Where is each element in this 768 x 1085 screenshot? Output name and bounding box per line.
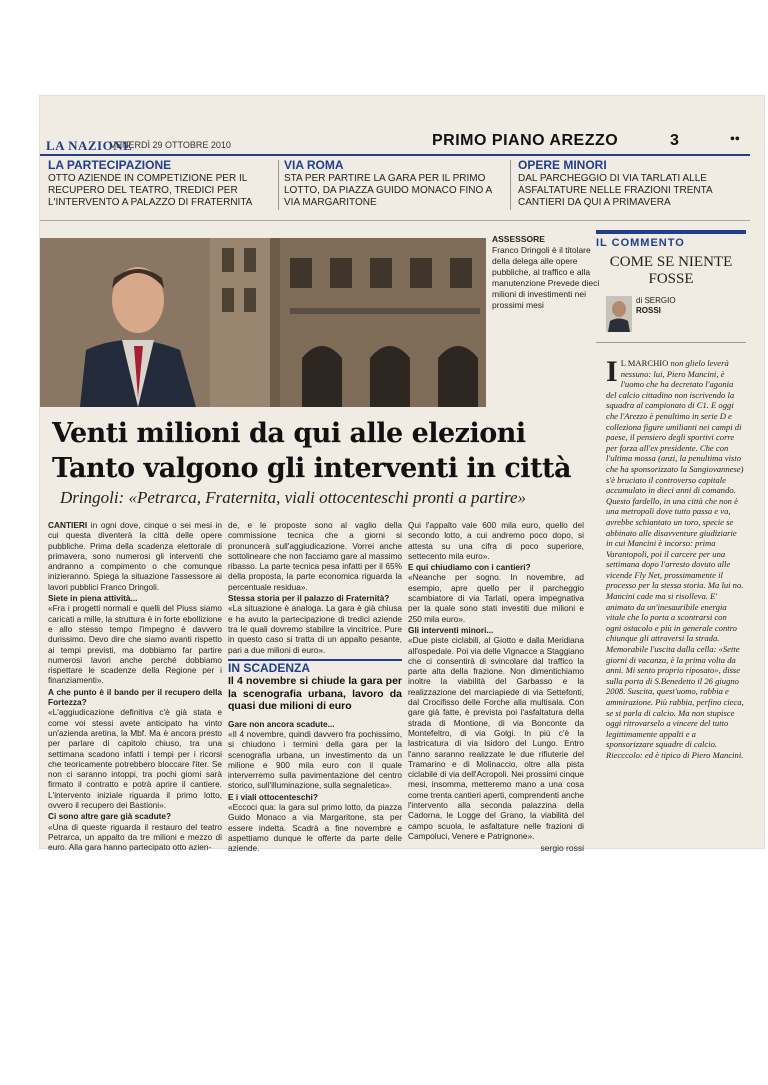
headline <box>52 416 571 486</box>
photo-illustration <box>40 238 486 407</box>
teaser-title: OPERE MINORI <box>518 158 607 172</box>
answer: «Eccoci qua: la gara sul primo lotto, da piazza Guido Monaco a via Margaritone, sta per essere indetta. Scadrà a fine novembre e aspettiamo dunque le offerte da parte delle aziende. <box>228 802 402 854</box>
byline-author: ROSSI <box>636 306 661 315</box>
teaser-title: VIA ROMA <box>284 158 344 172</box>
teaser-text: OTTO AZIENDE IN COMPETIZIONE PER IL RECUPERO DEL TEATRO, TREDICI PER L'INTERVENTO A PALAZZO DI FRATERNITA <box>48 173 253 208</box>
teaser-title: LA PARTECIPAZIONE <box>48 158 172 172</box>
answer: Qui l'appalto vale 600 mila euro, quello del secondo lotto, a cui andremo poco dopo, si attesta su una cifra di poco superiore, settecento mila euro». <box>408 520 584 561</box>
question: E qui chiudiamo con i cantieri? <box>408 562 531 573</box>
teaser-text: DAL PARCHEGGIO DI VIA TARLATI ALLE ASFALTATURE NELLE FRAZIONI TRENTA CANTIERI DA QUI A PRIMAVERA <box>518 173 713 208</box>
lead-text: in ogni dove, cinque o sei mesi in cui questa diventerà la città delle opere pubbliche. Prima della scadenza elettorale di primavera, sono numerosi gli interventi che andranno a compimento o che comunque inizieranno. Spiega la situazione l'assessore ai lavori pubblici Franco Dringoli. <box>48 520 222 592</box>
question: Ci sono altre gare già scadute? <box>48 811 172 822</box>
commentary-byline <box>636 296 676 316</box>
question: Stessa storia per il palazzo di Fraternità? <box>228 593 390 604</box>
commentary-header: IL COMMENTO <box>596 230 746 249</box>
newspaper-clipping <box>40 96 764 854</box>
avatar-illustration <box>606 296 632 332</box>
answer: «L'aggiudicazione definitiva c'è già stata e come voi stessi avete anticipato ha vinto un'azienda aretina, la Mbf. Ma è ancora presto per parlare di capitolo chiuso, tra una settimana scadono infatti i tempi per i ricorsi che teoricamente potrebbero bloccare l'iter. Se non ci saranno intoppi, tra pochi giorni sarà firmato il contratto e potrà aprire il cantiere. L'intervento iniziale riguarda il primo lotto, ovvero il recupero dei Bastioni». <box>48 707 222 811</box>
question: A che punto è il bando per il recupero della Fortezza? <box>48 686 222 708</box>
question: Gli interventi minori... <box>408 624 494 635</box>
answer: de, e le proposte sono al vaglio della commissione tecnica che a giorni si pronuncerà sull'aggiudicazione. Vorrei anche sottolineare che non facciamo gare al massimo ribasso. La parte tecnica pesa infatti per il 65% della proposta, la parte economica riguarda la percentuale residua». <box>228 520 402 592</box>
article-column-2 <box>228 520 402 854</box>
article-column-1 <box>48 520 222 853</box>
question: Gare non ancora scadute... <box>228 718 335 729</box>
teaser-divider <box>510 160 511 210</box>
headline-deck: Dringoli: «Petrarca, Fraternita, viali ottocenteschi pronti a partire» <box>60 488 527 507</box>
opening-caps: L MARCHIO <box>620 358 669 368</box>
photo-caption <box>492 234 604 311</box>
page-number: 3 <box>670 132 679 149</box>
newspaper-name: LA NAZIONE <box>46 138 133 153</box>
question: E i viali ottocenteschi? <box>228 791 318 802</box>
answer: «Il 4 novembre, quindi davvero fra pochissimo, si chiudono i termini della gara per la scenografia urbana, un investimento da un milione e 900 mila euro con il quale interverremo sulla pavimentazione del centro storico, sull'illuminazione, sulla segnaletica». <box>228 728 402 791</box>
answer: «Due piste ciclabili, al Giotto e dalla Meridiana all'ospedale. Poi via delle Vignacce a Staggiano che ci consentirà di svincolare dal traffico la parte alta della frazione. Non dimentichiamo inoltre la viabilità del Garbasso e la realizzazione del marciapiede di via Settefonti, dal Crocifisso delle Forche alla multisala. Con gare già fatte, è prevista poi l'asfaltatura della strada di Montione, di via Bonconte da Montefeltro, di via Golgi. In più c'è la lastricatura di via Isidoro del Lungo. Entro l'anno saranno realizzate le due rifiuterie del Tramarino e di Molinaccio, oltre alla pista ciclabile di via dell'Acropoli. Nei prossimi cinque mesi, insomma, metteremo mano a una cosa come trenta cantieri aperti, comprendenti anche l'intervento alla seconda palazzina della Cadorna, le Logge del Grano, la viabilità del campo scuola, le asfaltature nelle frazioni di Campoluci, Venere e Patrignone». <box>408 635 584 841</box>
byline-signature: sergio rossi <box>540 843 584 854</box>
commentary-body <box>606 355 744 761</box>
author-avatar <box>606 296 632 332</box>
issue-date: VENERDÌ 29 OTTOBRE 2010 <box>110 140 231 150</box>
caption-text: Franco Dringoli è il titolare della delega alle opere pubbliche, al traffico e alla manutenzione Prevede dieci milioni di investimenti nei prossimi mesi <box>492 245 600 310</box>
section-title: PRIMO PIANO AREZZO <box>432 132 619 149</box>
byline-prefix: di SERGIO <box>636 296 676 305</box>
commentary-text: non glielo leverà nessuno: lui, Piero Mancini, è l'uomo che ha decretato l'agonia del calcio cittadino non iscrivendo la squadra al campionato di C1. E oggi che l'Arezzo è penultimo in serie D e colleziona figure umilianti nei campi di paese, il pensiero degli sportivi corre per forza all'ex presidente. Che con l'ultima mossa (anzi, la penultima visto che ha sponsorizzato la Sangiovannese) s'è bruciato il controverso capitale accumulato in dieci anni di comando. Questo fardello, in una città che non è una metropoli dove tutto passa e va, avrebbe schiantato un toro, specie se abbinato alle disavventure giudiziarie in cui Mancini è incorso: prima Varantopoli, poi il carcere per una settimana dopo l'arresto dovuto alle vicende Fly Net, prossimamente il processo per la stessa storia. Ma lui no. Mancini cade ma si risolleva. E' animato da un'inesauribile energia vitale che lo porta a scontrarsi con ogni ostacolo e più in generale contro chiunque gli attraversi la strada. Memorabile l'uscita dalla cella: «Sette giorni di vacanza, è la prima volta da anni. Mi sento proprio riposato», disse sulla porta di S.Benedetto il 26 giugno 2008. Suscita, quest'uomo, rabbia e ammirazione. Più rabbia, perfino cieca, se si parla di calcio. Ma non stupisce oggi ritrovarselo a vincere del tutto legittimamente appalti e a sponsorizzare squadre di calcio. Riecccolo: ed è tipico di Piero Mancini. <box>606 358 744 760</box>
answer: «Fra i progetti normali e quelli del Piuss siamo caricati a mille, la struttura è in forte ebollizione e allo stesso tempo l'impegno è davvero durissimo. Devo dire che siamo avanti rispetto ai tempi previsti, ma dobbiamo far partire numerosi lavori anche perché dobbiamo rispettare le scadenze della Regione per i finanziamenti». <box>48 603 222 686</box>
headline-line-1: Venti milioni da qui alle elezioni <box>52 418 526 449</box>
teaser-text: STA PER PARTIRE LA GARA PER IL PRIMO LOTTO, DA PIAZZA GUIDO MONACO FINO A VIA MARGARITONE <box>284 173 492 208</box>
lead-word: CANTIERI <box>48 520 88 530</box>
sidebar-title: Il 4 novembre si chiude la gara per la scenografia urbana, lavoro da quasi due milioni di euro <box>228 675 402 713</box>
teaser-opere-minori <box>518 158 740 209</box>
photo-dringoli <box>40 238 486 407</box>
article-column-3 <box>408 520 584 854</box>
masthead-rule <box>40 154 750 156</box>
bullet-dots-icon: •• <box>730 132 740 147</box>
drop-cap: I <box>606 355 618 388</box>
teaser-divider <box>278 160 279 210</box>
headline-line-2: Tanto valgono gli interventi in città <box>52 453 571 484</box>
commentary-rule <box>596 342 746 343</box>
question: Siete in piena attività... <box>48 593 138 604</box>
commentary-title: COME SE NIENTE FOSSE <box>609 254 733 287</box>
answer: «Una di queste riguarda il restauro del teatro Petrarca, un appalto da tre milioni e mezzo di euro. Alla gara hanno partecipato otto azien- <box>48 821 222 853</box>
teaser-via-roma <box>284 158 506 209</box>
answer: «Neanche per sogno. In novembre, ad esempio, apre quello per il parcheggio scambiatore di via Tarlati, opera impegnativa per la quale sono stati investiti due milioni e 250 mila euro». <box>408 572 584 624</box>
teaser-partecipazione <box>48 158 276 209</box>
sidebar-head: IN SCADENZA <box>228 659 402 673</box>
answer: «La situazione è analoga. La gara è già chiusa e ha avuto la partecipazione di tredici aziende tra le quali dovremo stabilire la vincitrice. Pure in questo caso si tratta di un appalto pesante, pari a due milioni di euro». <box>228 603 402 655</box>
caption-label: ASSESSORE <box>492 234 545 244</box>
teaser-rule <box>40 220 750 221</box>
